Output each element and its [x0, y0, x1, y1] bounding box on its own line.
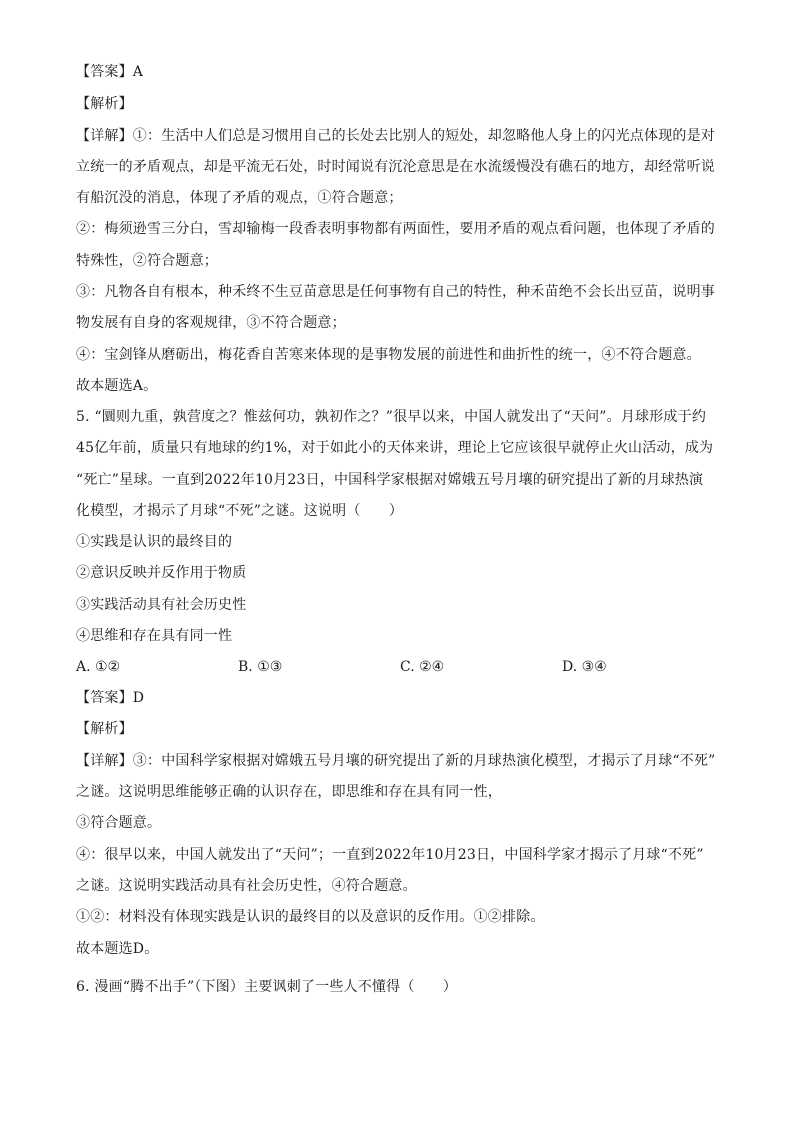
q4-conclusion: 故本题选A。: [76, 378, 158, 394]
q5-detail-line: 之谜。这说明思维能够正确的认识存在，即思维和存在具有同一性，: [76, 784, 502, 800]
q5-statement: ②意识反映并反作用于物质: [76, 565, 247, 581]
q5-answer: 【答案】D: [76, 690, 145, 706]
q4-detail-line: 有船沉没的消息，体现了矛盾的观点，①符合题意；: [76, 190, 403, 206]
q4-detail-line: 【详解】①：生活中人们总是习惯用自己的长处去比别人的短处，却忽略他人身上的闪光点体现的是对: [76, 128, 715, 144]
q5-detail-line: 【详解】③：中国科学家根据对嫦娥五号月壤的研究提出了新的月球热演化模型，才揭示了月球“不死”: [76, 753, 716, 769]
q4-answer: 【答案】A: [76, 64, 144, 80]
q5-statement: ①实践是认识的最终目的: [76, 534, 233, 550]
q4-detail-line: ③：凡物各自有根本，种禾终不生豆苗意思是任何事物有自己的特性，种禾苗绝不会长出豆苗，说明事: [76, 284, 715, 300]
q4-detail-line: 立统一的矛盾观点，却是平流无石处，时时闻说有沉沦意思是在水流缓慢没有礁石的地方，却经常听说: [76, 159, 715, 175]
q5-detail-line: ①②：材料没有体现实践是认识的最终目的以及意识的反作用。①②排除。: [76, 909, 545, 925]
q4-detail-line: ②：梅须逊雪三分白，雪却输梅一段香表明事物都有两面性，要用矛盾的观点看问题，也体现了矛盾的: [76, 221, 715, 237]
q5-stem-line: 化模型，才揭示了月球“不死”之谜。这说明（ ）: [76, 503, 404, 519]
q5-analysis-heading: 【解析】: [76, 721, 133, 737]
q5-statement: ③实践活动具有社会历史性: [76, 597, 247, 613]
q4-detail-line: 特殊性，②符合题意；: [76, 253, 218, 269]
q5-stem-line: “死亡”星球。一直到2022年10月23日，中国科学家根据对嫦娥五号月壤的研究提出了新的月球热演: [76, 472, 704, 488]
q5-option-a: A. ①②: [76, 659, 121, 675]
q5-statement: ④思维和存在具有同一性: [76, 628, 233, 644]
q4-detail-line: ④：宝剑锋从磨砺出，梅花香自苦寒来体现的是事物发展的前进性和曲折性的统一，④不符合题意。: [76, 347, 701, 363]
q5-stem-line: 5. “圜则九重，孰营度之？惟兹何功，孰初作之？”很早以来，中国人就发出了“天问”。月球形成于约: [76, 409, 707, 425]
q6-stem: 6. 漫画“腾不出手”（下图）主要讽刺了一些人不懂得（ ）: [76, 979, 458, 995]
q5-conclusion: 故本题选D。: [76, 941, 159, 957]
q5-stem-line: 45亿年前，质量只有地球的约1%，对于如此小的天体来讲，理论上它应该很早就停止火山活动，成为: [76, 440, 714, 456]
q5-detail-line: 之谜。这说明实践活动具有社会历史性，④符合题意。: [76, 878, 417, 894]
q5-option-d: D. ③④: [562, 659, 607, 675]
q4-detail-line: 物发展有自身的客观规律，③不符合题意；: [76, 315, 346, 331]
q5-detail-line: ③符合题意。: [76, 815, 162, 831]
q5-option-b: B. ①③: [238, 659, 283, 675]
q4-analysis-heading: 【解析】: [76, 96, 133, 112]
q5-detail-line: ④：很早以来，中国人就发出了“天问”；一直到2022年10月23日，中国科学家才揭示了月球“不死”: [76, 847, 704, 863]
q5-option-c: C. ②④: [400, 659, 445, 675]
